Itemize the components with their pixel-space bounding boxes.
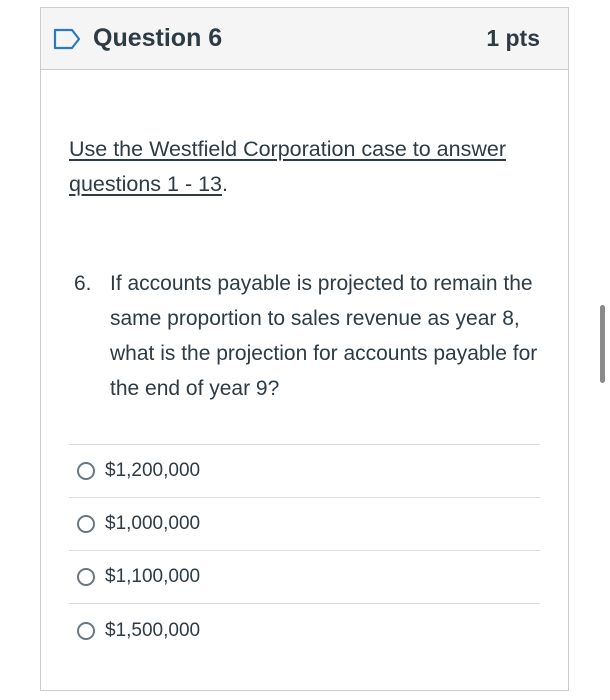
- question-header-left: [53, 24, 222, 53]
- answer-list: [69, 444, 540, 657]
- intro-period: .: [222, 172, 228, 196]
- question-card: [40, 7, 569, 691]
- question-title: Question 6: [93, 24, 223, 52]
- radio-unchecked-icon[interactable]: [77, 462, 95, 480]
- question-header: [41, 8, 568, 70]
- answer-option[interactable]: [69, 445, 540, 498]
- answer-option[interactable]: [69, 604, 540, 657]
- radio-unchecked-icon[interactable]: [77, 622, 95, 640]
- case-link[interactable]: Use the Westfield Corporation case to answer questions 1 - 13: [69, 137, 506, 196]
- answer-label[interactable]: $1,000,000: [105, 513, 201, 534]
- question-number: 6.: [74, 272, 92, 295]
- question-text-block: [69, 266, 540, 406]
- answer-option[interactable]: [69, 498, 540, 551]
- radio-unchecked-icon[interactable]: [77, 568, 95, 586]
- answer-label[interactable]: $1,200,000: [105, 460, 201, 481]
- answer-option[interactable]: [69, 551, 540, 604]
- answer-label[interactable]: $1,500,000: [105, 619, 201, 641]
- question-body: [41, 132, 568, 657]
- question-intro: [69, 132, 539, 202]
- question-text: If accounts payable is projected to remain the same proportion to sales revenue as year 8, what is the projection for accounts payable for the end of year 9?: [110, 272, 538, 400]
- scrollbar-thumb[interactable]: [600, 305, 605, 383]
- answer-label[interactable]: $1,100,000: [105, 566, 201, 587]
- flag-question-icon[interactable]: [53, 28, 81, 50]
- question-points: 1 pts: [486, 25, 540, 51]
- radio-unchecked-icon[interactable]: [77, 515, 95, 533]
